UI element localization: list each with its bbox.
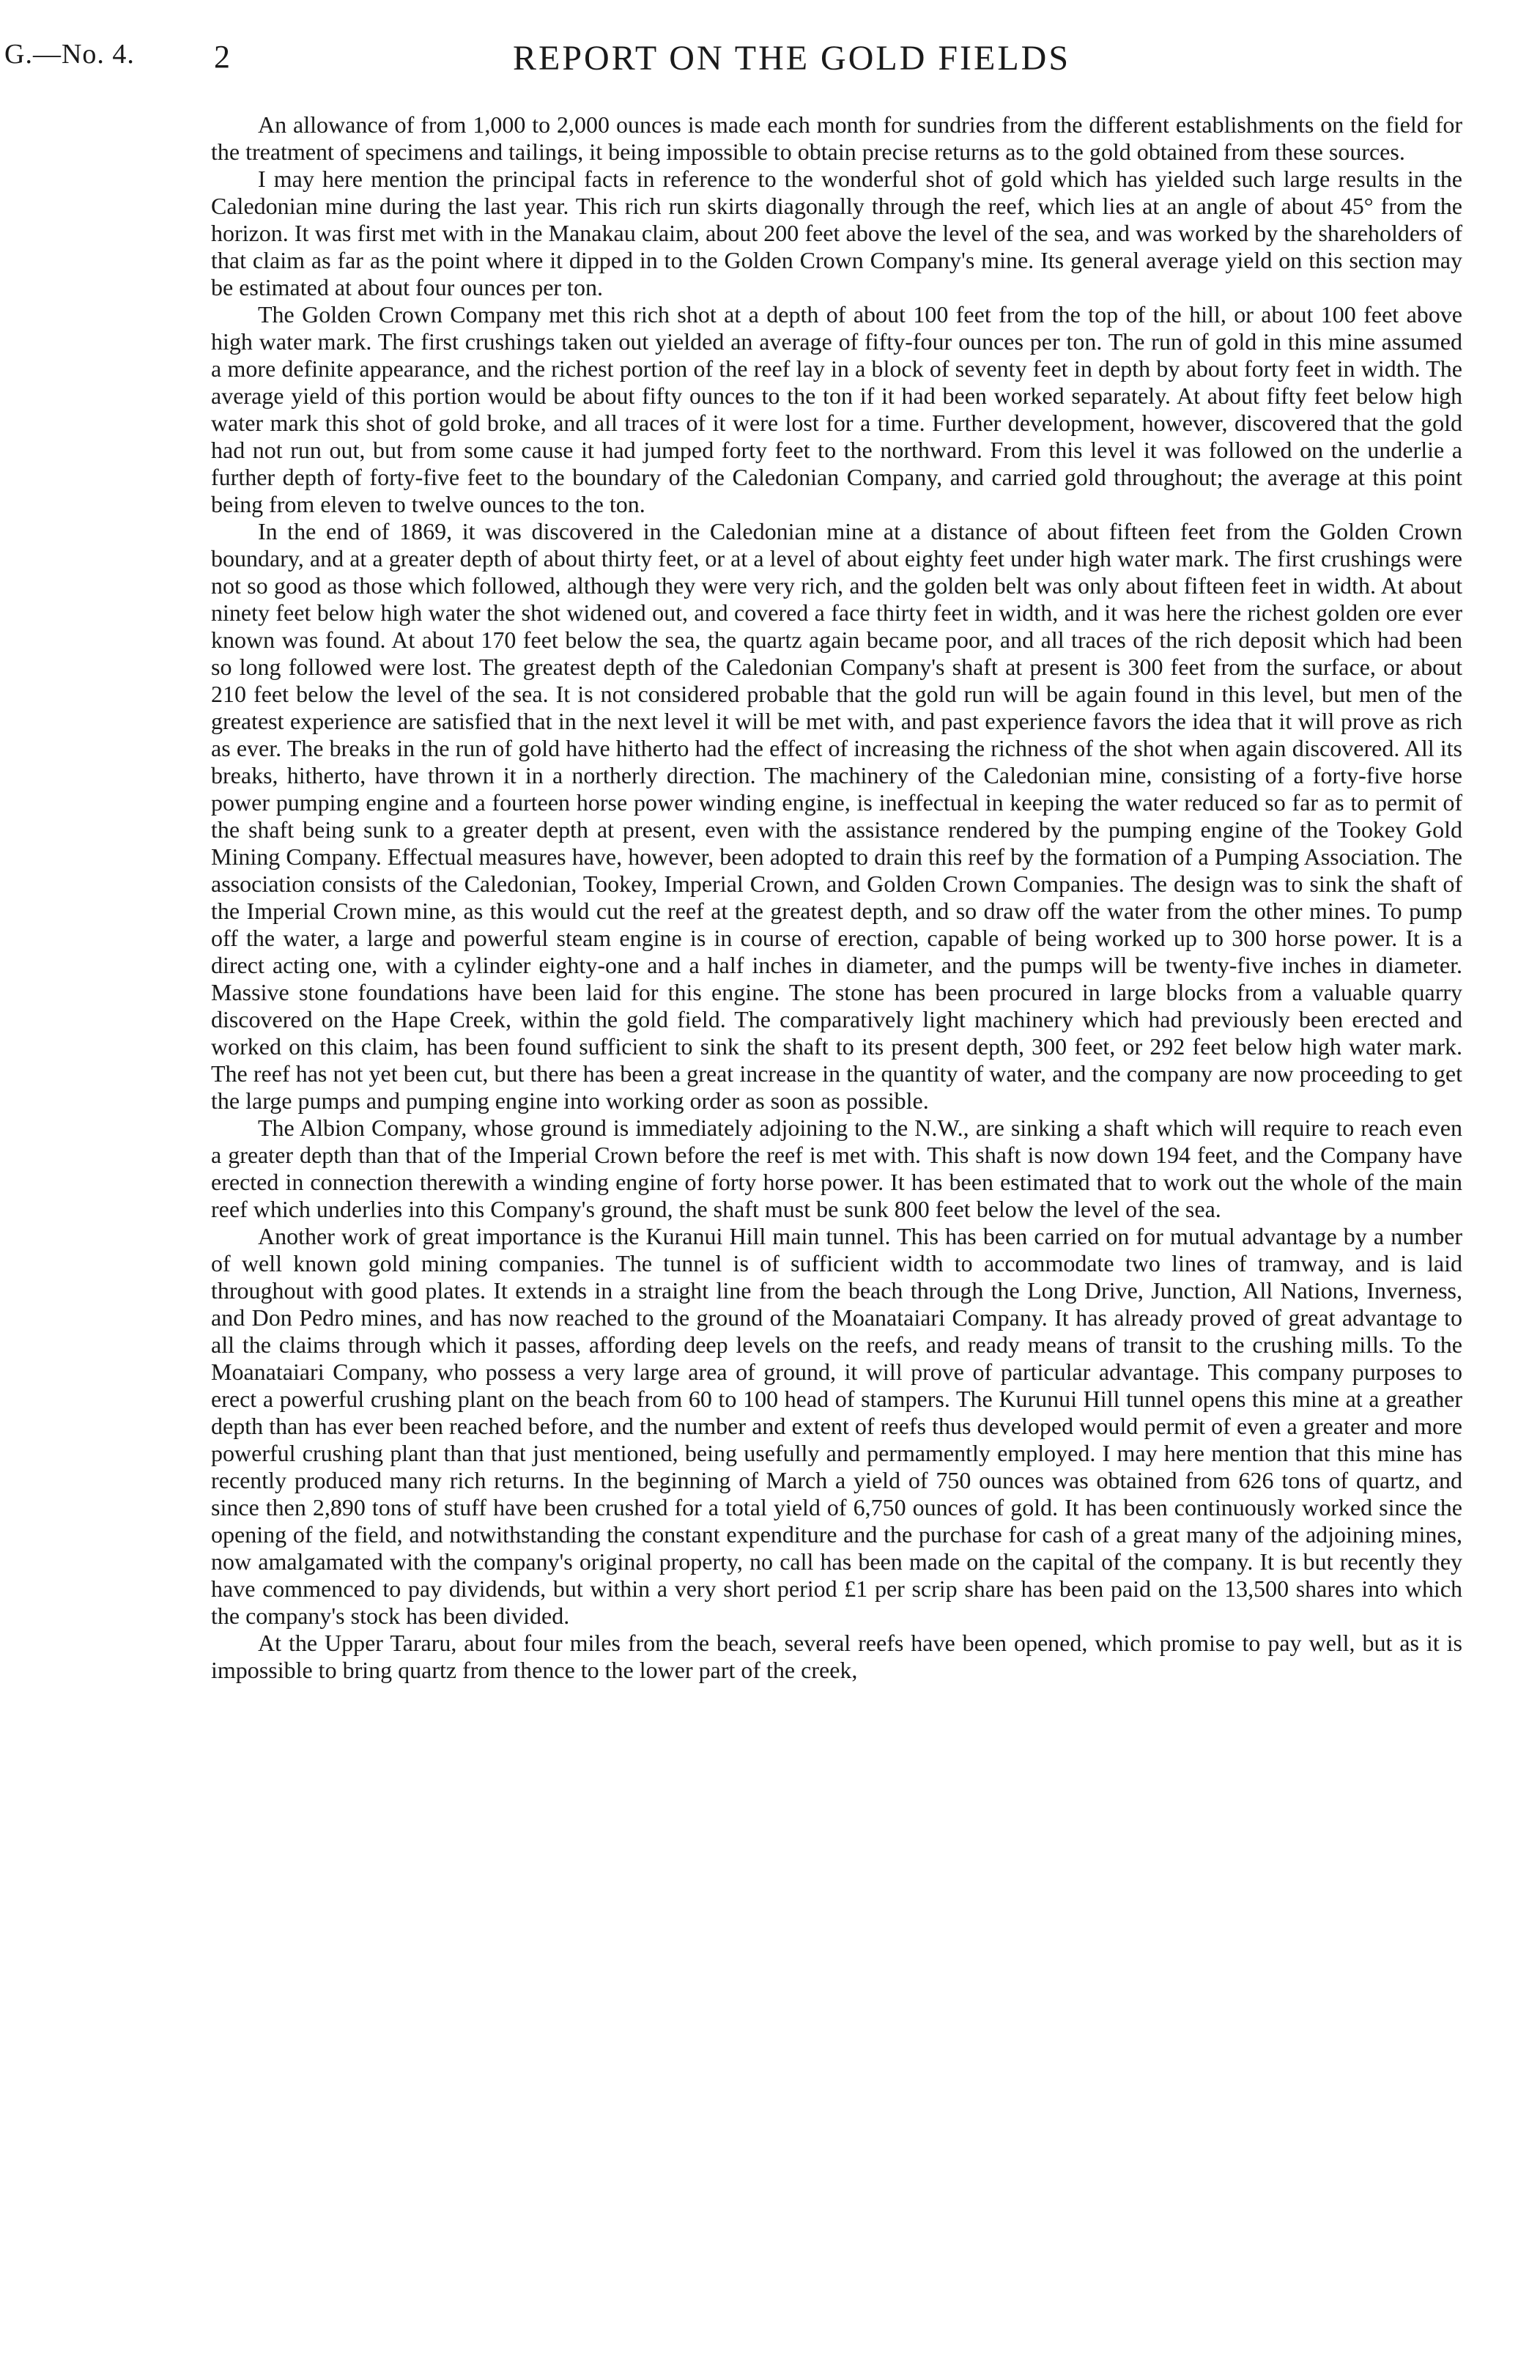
paragraph-kuranui-tunnel: Another work of great importance is the Kuranui Hill main tunnel. This has been carried on for mutual advantage by a number of well known gold mining companies. The tunnel is of sufficient width to accommodate two lines of tramway, and is laid throughout with good plates. It extends in a straight line from the beach through the Long Drive, Junction, All Nations, Inverness, and Don Pedro mines, and has now reached to the ground of the Moanataiari Company. It has already proved of great advantage to all the claims through which it passes, affording deep levels on the reefs, and ready means of transit to the crushing mills. To the Moanataiari Company, who possess a very large area of ground, it will prove of particular advantage. This company purposes to erect a powerful crushing plant on the beach from 60 to 100 head of stampers. The Kurunui Hill tunnel opens this mine at a greather depth than has ever been reached before, and the number and extent of reefs thus developed would permit of even a greater and more powerful crushing plant than that just mentioned, being usefully and permamently employed. I may here mention that this mine has recently produced many rich returns. In the beginning of March a yield of 750 ounces was obtained from 626 tons of quartz, and since then 2,890 tons of stuff have been crushed for a total yield of 6,750 ounces of gold. It has been continuously worked since the opening of the field, and notwithstanding the constant expenditure and the purchase for cash of a great many of the adjoining mines, now amalgamated with the company's original property, no call has been made on the capital of the company. It is but recently they have commenced to pay dividends, but within a very short period £1 per scrip share has been paid on the 13,500 shares into which the company's stock has been divided. [211,1223,1462,1629]
paragraph-caledonian: In the end of 1869, it was discovered in the Caledonian mine at a distance of about fifteen feet from the Golden Crown boundary, and at a greater depth of about thirty feet, or at a level of about eighty feet under high water mark. The first crushings were not so good as those which followed, although they were very rich, and the golden belt was only about fifteen feet in width. At about ninety feet below high water the shot widened out, and covered a face thirty feet in width, and it was here the richest golden ore ever known was found. At about 170 feet below the sea, the quartz again became poor, and all traces of the rich deposit which had been so long followed were lost. The greatest depth of the Caledonian Company's shaft at present is 300 feet from the surface, or about 210 feet below the level of the sea. It is not considered probable that the gold run will be again found in this level, but men of the greatest experience are satisfied that in the next level it will be met with, and past experience favors the idea that it will prove as rich as ever. The breaks in the run of gold have hitherto had the effect of increasing the richness of the shot when again discovered. All its breaks, hitherto, have thrown it in a northerly direction. The machinery of the Caledonian mine, consisting of a forty-five horse power pumping engine and a fourteen horse power winding engine, is ineffectual in keeping the water reduced so far as to permit of the shaft being sunk to a greater depth at present, even with the assistance rendered by the pumping engine of the Tookey Gold Mining Company. Effectual measures have, however, been adopted to drain this reef by the formation of a Pumping Association. The association consists of the Caledonian, Tookey, Imperial Crown, and Golden Crown Companies. The design was to sink the shaft of the Imperial Crown mine, as this would cut the reef at the greatest depth, and so draw off the water from the other mines. To pump off the water, a large and powerful steam engine is in course of erection, capable of being worked up to 300 horse power. It is a direct acting one, with a cylinder eighty-one and a half inches in diameter, and the pumps will be twenty-five inches in diameter. Massive stone foundations have been laid for this engine. The stone has been procured in large blocks from a valuable quarry discovered on the Hape Creek, within the gold field. The comparatively light machinery which had previously been erected and worked on this claim, has been found sufficient to sink the shaft to its present depth, 300 feet, or 292 feet below high water mark. The reef has not yet been cut, but there has been a great increase in the quantity of water, and the company are now proceeding to get the large pumps and pumping engine into working order as soon as possible. [211,518,1462,1114]
page-number: 2 [214,39,230,75]
report-body [211,111,1462,1684]
paragraph-albion: The Albion Company, whose ground is immediately adjoining to the N.W., are sinking a shaft which will require to reach even a greater depth than that of the Imperial Crown before the reef is met with. This shaft is now down 194 feet, and the Company have erected in connection therewith a winding engine of forty horse power. It has been estimated that to work out the whole of the main reef which underlies into this Company's ground, the shaft must be sunk 800 feet below the level of the sea. [211,1115,1462,1222]
paragraph-upper-tararu: At the Upper Tararu, about four miles from the beach, several reefs have been opened, which promise to pay well, but as it is impossible to bring quartz from thence to the lower part of the creek, [211,1630,1462,1683]
document-reference: G.—No. 4. [4,39,135,70]
paragraph-golden-crown: The Golden Crown Company met this rich shot at a depth of about 100 feet from the top of the hill, or about 100 feet above high water mark. The first crushings taken out yielded an average of fifty-four ounces per ton. The run of gold in this mine assumed a more definite appearance, and the richest portion of the reef lay in a block of seventy feet in depth by about forty feet in width. The average yield of this portion would be about fifty ounces to the ton if it had been worked separately. At about fifty feet below high water mark this shot of gold broke, and all traces of it were lost for a time. Further development, however, discovered that the gold had not run out, but from some cause it had jumped forty feet to the northward. From this level it was followed on the underlie a further depth of forty-five feet to the boundary of the Caledonian Company, and carried gold throughout; the average at this point being from eleven to twelve ounces to the ton. [211,301,1462,517]
running-title: REPORT ON THE GOLD FIELDS [513,39,1071,78]
paragraph-allowance: An allowance of from 1,000 to 2,000 ounces is made each month for sundries from the different establishments on the field for the treatment of specimens and tailings, it being impossible to obtain precise returns as to the gold obtained from these sources. [211,111,1462,165]
paragraph-shot-of-gold: I may here mention the principal facts in reference to the wonderful shot of gold which has yielded such large results in the Caledonian mine during the last year. This rich run skirts diagonally through the reef, which lies at an angle of about 45° from the horizon. It was first met with in the Manakau claim, about 200 feet above the level of the sea, and was worked by the shareholders of that claim as far as the point where it dipped in to the Golden Crown Company's mine. Its general average yield on this section may be estimated at about four ounces per ton. [211,166,1462,300]
page-header [0,38,1540,85]
